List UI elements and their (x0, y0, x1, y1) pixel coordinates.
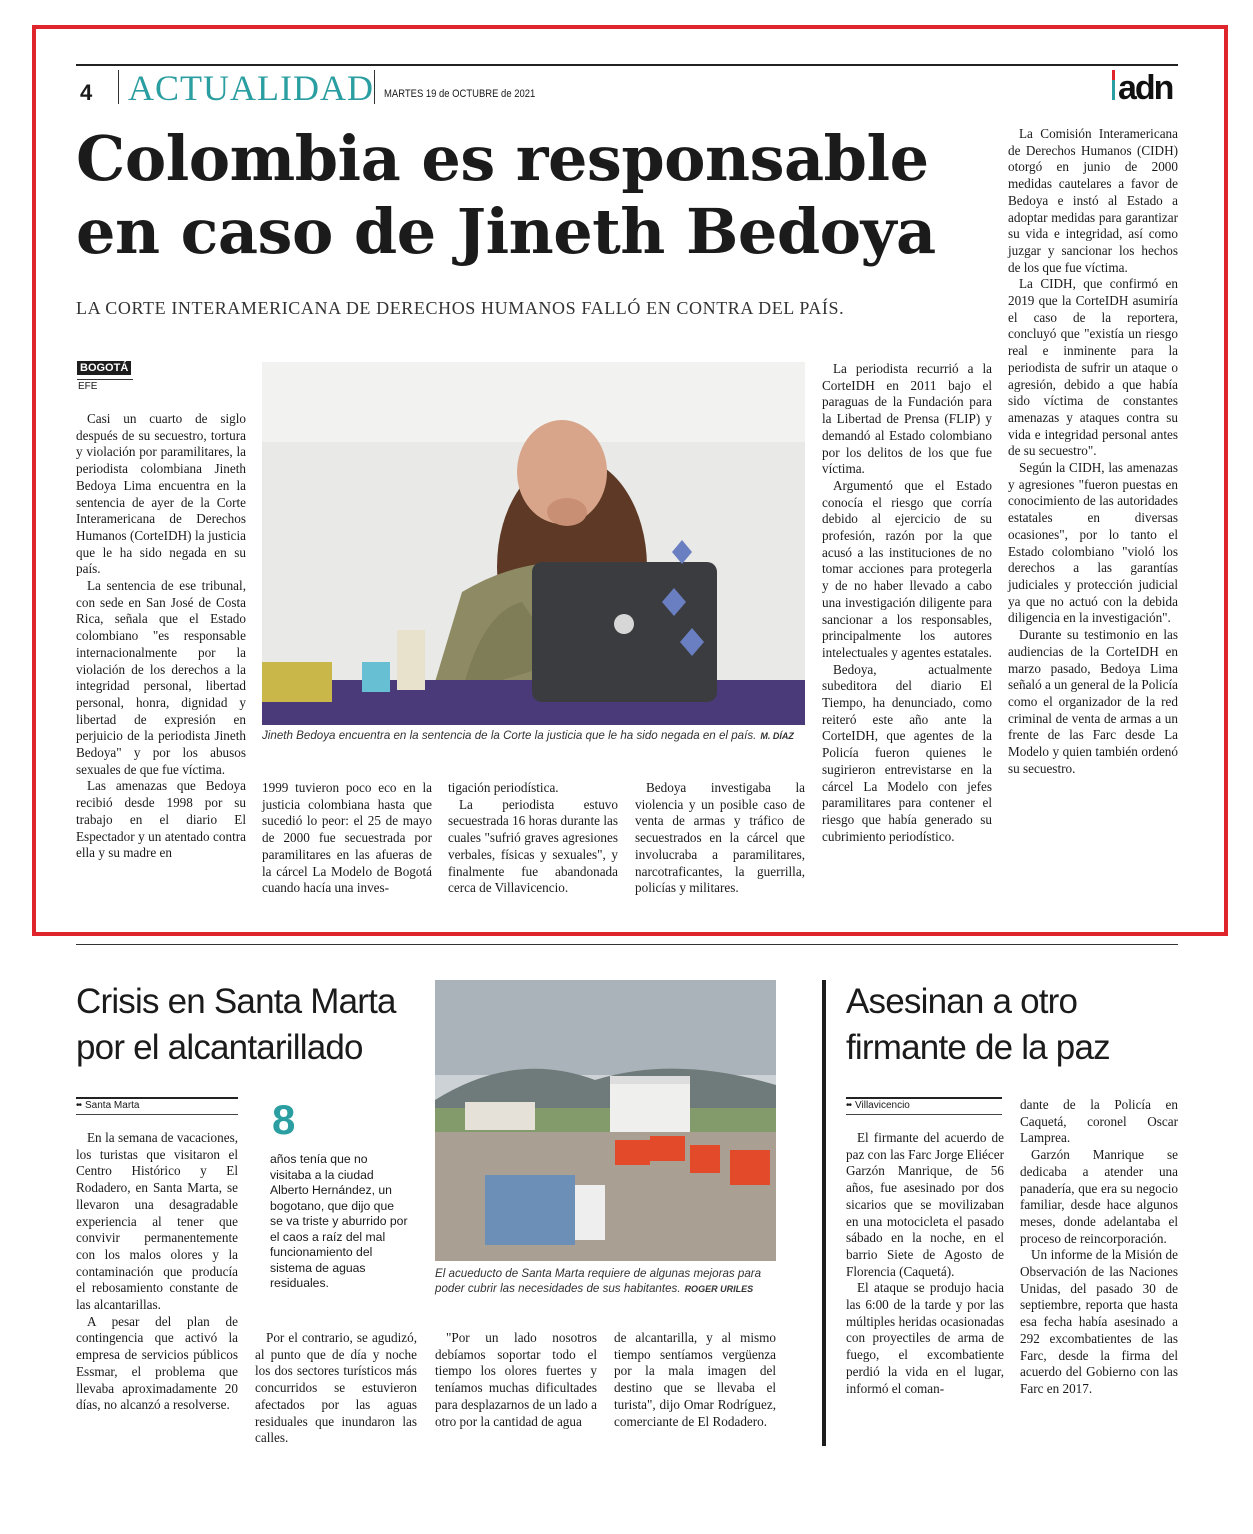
story3-location-tag: •• Villavicencio (846, 1097, 1002, 1115)
section-divider (76, 944, 1178, 945)
dateline: BOGOTÁ (77, 361, 131, 375)
main-column-5: La periodista recurrió a la CorteIDH en 2011 bajo el paraguas de la Fundación para la Libertad de Prensa (FLIP) y demandó al Estado colombiano por los delitos de los que fue víctima. Argumentó que el Estado conocía el riesgo que corría debido al ejercicio de su profesión, razón por la que acusó a las instituciones de no tomar acciones para protegerla y de no haber llevado a cabo una investigación diligente para sancionar a los responsables, principalmente los autores intelectuales y agentes estatales. Bedoya, actualmente subeditora del diario El Tiempo, ha denunciado, como reiteró este año ante la CorteIDH, que agentes de la Policía fueron quienes le sugirieron entrevistarse en la cárcel La Modelo con jefes paramilitares para contener el riesgo que había generado su cubrimiento periodístico. (822, 361, 992, 844)
header-rule (76, 64, 1178, 66)
main-photo (262, 362, 805, 725)
story3-column-1: El firmante del acuerdo de paz con las Farc Jorge Eliécer Garzón Manrique, de 56 años, fue asesinado por dos sicarios que se movilizaban en una motocicleta el pasado sábado en la noche, en el barrio Siete de Agosto de Florencia (Caquetá). El ataque se produjo hacia las 6:00 de la tarde y por las múltiples heridas ocasionadas con proyectiles de arma de fuego, el excombatiente perdió la vida en el lugar, informó el coman- (846, 1130, 1004, 1396)
story2-column-3: "Por un lado nosotros debíamos soportar todo el tiempo los olores fuertes y teníamos muchas dificultades para desplazarnos de un lado a otro por la cantidad de agua (435, 1330, 597, 1429)
story3-column-2: dante de la Policía en Caquetá, coronel Oscar Lamprea. Garzón Manrique se dedicaba a atender una panadería, que era su negocio familiar, desde hace algunos meses, donde adelantaba el proceso de reincorporación. Un informe de la Misión de Observación de las Naciones Unidas, del pasado 30 de septiembre, reporta que hasta esa fecha había asesinado a 292 excombatientes de las Farc, desde la firma del acuerdo del Gobierno con las Farc en 2017. (1020, 1097, 1178, 1396)
story2-photo-caption: El acueducto de Santa Marta requiere de algunas mejoras para poder cubrir las necesidades de sus habitantes. ROGER URILES (435, 1267, 762, 1295)
header-divider (374, 70, 375, 104)
main-photo-caption: Jineth Bedoya encuentra en la sentencia de la Corte la justicia que le ha sido negada en el país. M. DÍAZ (262, 729, 794, 742)
main-column-3: tigación periodística. La periodista estuvo secuestrada 16 horas durante las cuales "sufrió graves agresiones verbales, físicas y sexuales", y finalmente fue abandonada cerca de Villavicencio. (448, 780, 618, 896)
main-headline: Colombia es responsable en caso de Jineth Bedoya (76, 122, 936, 269)
story2-column-1: En la semana de vacaciones, los turistas que visitaron el Centro Histórico y El Rodadero, en Santa Marta, se llevaron una desagradable experiencia al tener que convivir permanentemente con los malos olores y la contaminación que producía el rebosamiento constante de las alcantarillas. A pesar del plan de contingencia que activó la empresa de servicios públicos Essmar, el problema que llevaba aproximadamente 20 días, no alcanzó a resolverse. (76, 1130, 238, 1413)
page-number: 4 (80, 80, 93, 105)
story2-column-2: Por el contrario, se agudizó, al punto que de día y noche los dos sectores turísticos más concurridos se estuvieron afectados por las aguas residuales que inundaron las calles. (255, 1330, 417, 1446)
photo-credit: M. DÍAZ (760, 731, 794, 741)
story2-stat-number: 8 (272, 1096, 296, 1143)
main-column-6: La Comisión Interamericana de Derechos Humanos (CIDH) otorgó en junio de 2000 medidas cautelares a favor de Bedoya e instó al Estado a adoptar medidas para garantizar su vida e integridad, así como juzgar y sancionar los hechos de los que fue víctima. La CIDH, que confirmó en 2019 que la CorteIDH asumiría el caso de la reportera, concluyó que "existía un riesgo real e inminente para la periodista de sufrir un ataque o agresión, debido a que había sido víctima de constantes amenazas y ataques contra su vida e integridad personal antes de su secuestro". Según la CIDH, las amenazas y agresiones "fueron puestas en conocimiento de las autoridades estatales en diversas ocasiones", por lo tanto el Estado colombiano "violó los derechos a las garantías judiciales y protección judicial ya que no actuó con la debida diligencia en la investigación". Durante su testimonio en las audiencias de la CorteIDH en marzo pasado, Bedoya Lima señaló a un general de la Policía como el organizador de la red criminal de venta de armas a un frente de las Farc desde La Modelo y quien también ordenó su secuestro. (1008, 126, 1178, 776)
story2-stat-text: años tenía que no visitaba a la ciudad Alberto Hernández, un bogotano, que dijo que se va triste y aburrido por el caos a raíz del mal funcionamiento del sistema de aguas residuales. (270, 1152, 408, 1290)
bullet-icon: •• (76, 1100, 82, 1111)
main-column-2: 1999 tuvieron poco eco en la justicia colombiana hasta que sucedió lo peor: el 25 de mayo de 2000 fue secuestrada por paramilitares en las afueras de la cárcel La Modelo de Bogotá cuando hacía una inves- (262, 780, 432, 896)
news-agency: EFE (78, 381, 98, 392)
main-column-1: Casi un cuarto de siglo después de su secuestro, tortura y violación por paramilitares, la periodista colombiana Jineth Bedoya Lima encuentra en la sentencia de ayer de la Corte Interamericana de Derechos Humanos (CorteIDH) la justicia que le ha sido negada en su país. La sentencia de ese tribunal, con sede en San José de Costa Rica, señala que el Estado colombiano "es responsable internacionalmente por la violación de los derechos a la integridad personal, libertad personal, honra, dignidad y libertad de expresión en perjuicio de la periodista Jineth Bedoya" y por los abusos sexuales de que fue víctima. Las amenazas que Bedoya recibió desde 1998 por su trabajo en el diario El Espectador y un atentado contra ella y su madre en (76, 411, 246, 861)
section-title: ACTUALIDAD (128, 68, 374, 108)
main-deck: LA CORTE INTERAMERICANA DE DERECHOS HUMANOS FALLÓ EN CONTRA DEL PAÍS. (76, 298, 845, 318)
story2-photo (435, 980, 776, 1261)
issue-date: MARTES 19 de OCTUBRE de 2021 (384, 88, 536, 100)
story2-photo-credit: ROGER URILES (684, 1284, 754, 1294)
dateline-rule (77, 379, 133, 380)
main-column-4: Bedoya investigaba la violencia y un posible caso de venta de armas y tráfico de secuestrados en la cárcel que involucraba a paramilitares, narcotraficantes, la guerrilla, policías y militares. (635, 780, 805, 896)
brand-name: adn (1118, 69, 1173, 106)
story2-headline: Crisis en Santa Marta por el alcantarillado (76, 982, 396, 1067)
story3-headline: Asesinan a otro firmante de la paz (846, 982, 1110, 1067)
header-divider (118, 70, 119, 104)
column-divider (822, 980, 826, 1446)
story2-location-tag: •• Santa Marta (76, 1097, 238, 1115)
story2-column-4: de alcantarilla, y al mismo tiempo sentíamos vergüenza por la mala imagen del destino que se llevaba el turista", dijo Omar Rodríguez, comerciante de El Rodadero. (614, 1330, 776, 1429)
adn-logo (1112, 66, 1182, 106)
bullet-icon: •• (846, 1100, 852, 1111)
